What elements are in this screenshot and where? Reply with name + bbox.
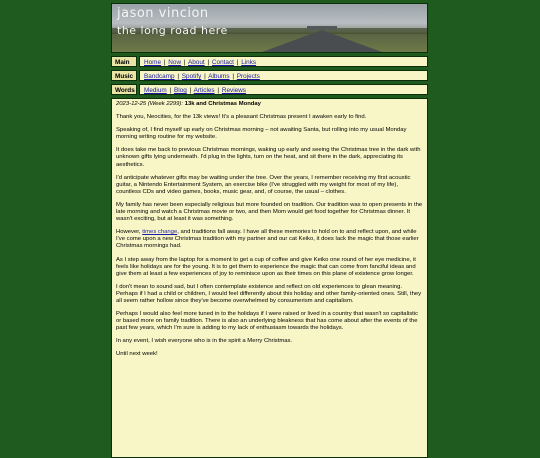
post-paragraph: My family has never been especially religious but more founded on tradition. Our tradition was to open presents in the late morning and watch a Christmas movie or two, and then Mom would get food together for Christmas dinner. It wasn't exciting, but at least it was something. [116, 201, 423, 223]
nav-separator: | [177, 73, 180, 80]
nav-link-medium[interactable]: Medium [144, 87, 167, 94]
nav-link-bandcamp[interactable]: Bandcamp [144, 73, 175, 80]
times-change-link[interactable]: times change [142, 229, 178, 236]
post-paragraph: Perhaps I would also feel more tuned in to the holidays if I were raised or lived in a country that wasn't so capitalistic or based more on family tradition. There is also an underlying bleakness that has come about after the events of the past few years, which I'm sure is adding to my lack of enthusiasm towards the holidays. [116, 311, 419, 332]
nav-link-blog[interactable]: Blog [173, 87, 187, 94]
site-title: jason vincion [117, 6, 209, 21]
nav-separator: | [217, 87, 220, 94]
post-paragraph: Thank you, Neocities, for the 13k views! It's a pleasant Christmas present I awaken early to find. [116, 114, 367, 121]
post-date: 2023-12-25 (Week 2299): [116, 101, 184, 107]
nav-link-about[interactable]: About [187, 59, 205, 66]
nav-links-main [139, 56, 428, 67]
nav-link-articles[interactable]: Articles [193, 87, 215, 94]
post-paragraph: I don't mean to sound sad, but I often contemplate existence and reflect on old experiences to glean meaning. Perhaps if I had a child or children, I would feel differently about this holiday and other family-oriented ones. Still, they all seem rather hollow since they've become overwhelmed by consumerism and capitalism. [116, 283, 422, 304]
nav-link-home[interactable]: Home [144, 59, 162, 66]
post-text: , and traditions fall away. I have all these memories to hold on to and reflect upon, and while I've come upon a new Christmas tradition with my partner and our cat Keiko, it does lack the magic that those earlier Christmas mornings had. [116, 229, 419, 250]
site-subtitle: the long road here [117, 24, 228, 37]
post-text: However, [116, 229, 143, 236]
page-container [111, 3, 428, 458]
nav-separator: | [236, 59, 239, 66]
nav-link-contact[interactable]: Contact [211, 59, 234, 66]
nav-links-words [139, 84, 428, 95]
nav-separator: | [232, 73, 234, 80]
nav-label-music: Music [111, 70, 137, 81]
post-paragraph: Until next week! [116, 351, 158, 358]
post-paragraph [116, 229, 423, 250]
post-header [116, 101, 423, 108]
nav-separator: | [207, 59, 210, 66]
post-paragraph: Speaking of, I find myself up early on Christmas morning – not awaiting Santa, but rolling into my usual Monday morning writing routine for my website. [116, 127, 407, 141]
nav-link-links[interactable]: Links [241, 59, 257, 66]
blog-post [111, 98, 428, 458]
nav-link-albums[interactable]: Albums [208, 73, 230, 80]
nav-row-music [111, 70, 428, 81]
nav-link-spotify[interactable]: Spotify [181, 73, 202, 80]
nav-separator: | [183, 59, 186, 66]
post-title: 13k and Christmas Monday [184, 101, 261, 107]
post-paragraph: I'd anticipate whatever gifts may be waiting under the tree. Over the years, I remember receiving my first acoustic guitar, a Nintendo Entertainment System, an exercise bike (I've struggled with my weight for most of my life), countless CDs and video games, books, music gear, and, of course, the usual – clothes. [116, 174, 411, 195]
nav-link-now[interactable]: Now [168, 59, 182, 66]
nav-label-main: Main [111, 56, 137, 67]
post-paragraph: In any event, I wish everyone who is in the spirit a Merry Christmas. [116, 338, 293, 345]
nav-separator: | [189, 87, 192, 94]
nav-separator: | [204, 73, 206, 80]
nav-links-music [139, 70, 428, 81]
nav-label-words: Words [111, 84, 137, 95]
nav-separator: | [163, 59, 166, 66]
banner-road [262, 30, 382, 52]
nav-link-projects[interactable]: Projects [236, 73, 260, 80]
header-banner [111, 3, 428, 53]
nav-row-words [111, 84, 428, 95]
post-paragraph: As I step away from the laptop for a moment to get a cup of coffee and give Keiko one round of her eye medicine, it feels like holidays are for the young. It is to get them to experience the magic that can come from fanciful ideas and give them at least a few experiences of joy to reminisce upon as their times on this plane of existence grow longer. [116, 256, 416, 277]
banner-road-far [307, 26, 337, 30]
nav-separator: | [169, 87, 172, 94]
post-paragraph: It does take me back to previous Christmas mornings, waking up early and seeing the Christmas tree in the dark with unknown gifts lying underneath. I'd plug in the lights, turn on the heat, and sit there in the dark, appreciating its aesthetics. [116, 147, 421, 168]
nav-link-reviews[interactable]: Reviews [221, 87, 246, 94]
nav-row-main [111, 56, 428, 67]
